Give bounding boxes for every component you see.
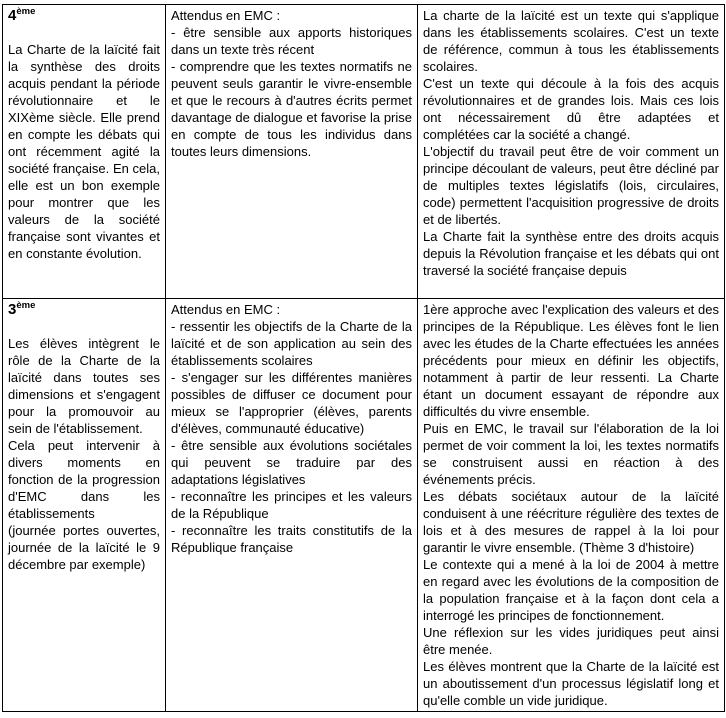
- details-paragraph: Les élèves montrent que la Charte de la laïcité est un aboutissement d'un processus législatif long et qu'elle comble un vide juridique.: [423, 659, 719, 708]
- cell-3eme-attendus: [166, 299, 418, 712]
- laicite-program-table: [2, 4, 725, 712]
- details-paragraph: 1ère approche avec l'explication des valeurs et des principes de la République. Les élèves font le lien avec les études de la Charte effectuées les années précédents pour mieux en définir les objectifs, notamment à partir de leur ressenti. La Charte étant un document essayant de répondre aux difficultés du vivre ensemble.: [423, 302, 719, 419]
- grade-label-4eme: [8, 7, 160, 24]
- grade-number: 3: [8, 301, 17, 318]
- table-row-3eme: [3, 299, 725, 712]
- details-paragraph: La charte de la laïcité est un texte qui s'applique dans les établissements scolaires. C'est un texte de référence, commun à tous les établissements scolaires.: [423, 8, 719, 74]
- overview-paragraph: Les élèves intègrent le rôle de la Charte de la laïcité dans toutes ses dimensions et s'engagent pour la promouvoir au sein de l'établissement.: [8, 336, 160, 436]
- attendus-item: - être sensible aux évolutions sociétales qui peuvent se traduire par des adaptations législatives: [171, 438, 412, 487]
- grade-number: 4: [8, 7, 17, 24]
- attendus-title: Attendus en EMC :: [171, 302, 281, 317]
- attendus-title: Attendus en EMC :: [171, 8, 281, 23]
- spacer: [8, 318, 160, 335]
- overview-paragraph: (journée portes ouvertes, journée de la laïcité le 9 décembre par exemple): [8, 523, 160, 572]
- details-paragraph: L'objectif du travail peut être de voir comment un principe découlant de valeurs, peut être décliné par de multiples textes législatifs (lois, circulaires, code) permettent l'acquisition progressive de droits et de libertés.: [423, 144, 719, 227]
- details-paragraph: Puis en EMC, le travail sur l'élaboration de la loi permet de voir comment la loi, les textes normatifs se construisent aussi en réaction à des événements précis.: [423, 421, 719, 487]
- table-row-4eme: [3, 5, 725, 299]
- cell-3eme-overview: [3, 299, 166, 712]
- details-paragraph: La Charte fait la synthèse entre des droits acquis depuis la Révolution française et les débats qui ont traversé la société française depuis: [423, 229, 719, 278]
- cell-3eme-details: [418, 299, 725, 712]
- spacer: [8, 24, 160, 41]
- overview-paragraph: La Charte de la laïcité fait la synthèse des droits acquis pendant la période révolutionnaire et le XIXème siècle. Elle prend en compte les débats qui ont récemment agité la société française. En cela, elle est un bon exemple pour montrer que les valeurs de la société française sont vivantes et en constante évolution.: [8, 42, 160, 261]
- attendus-item: - comprendre que les textes normatifs ne peuvent seuls garantir le vivre-ensemble et que le recours à d'autres écrits permet davantage de dialogue et favorise la prise en compte de tous les individus dans toutes leurs dimensions.: [171, 59, 412, 159]
- cell-4eme-attendus: [166, 5, 418, 299]
- details-paragraph: Les débats sociétaux autour de la laïcité conduisent à une réécriture régulière des textes de lois et à des mesures de rappel à la loi pour garantir le vivre ensemble. (Thème 3 d'histoire): [423, 489, 719, 555]
- grade-suffix: ème: [16, 300, 36, 311]
- details-paragraph: C'est un texte qui découle à la fois des acquis révolutionnaires et de grandes lois. Mais ces lois ont nécessairement dû être adaptées et complétées car la société a changé.: [423, 76, 719, 142]
- details-paragraph: Une réflexion sur les vides juridiques peut ainsi être menée.: [423, 625, 719, 657]
- attendus-item: - s'engager sur les différentes manières possibles de diffuser ce document pour mieux se l'approprier (élèves, parents d'élèves, communauté éducative): [171, 370, 412, 436]
- attendus-item: - ressentir les objectifs de la Charte de la laïcité et de son application au sein des établissements scolaires: [171, 319, 412, 368]
- overview-paragraph: Cela peut intervenir à divers moments en fonction de la progression d'EMC dans les établissements: [8, 438, 160, 521]
- cell-4eme-details: [418, 5, 725, 299]
- cell-4eme-overview: [3, 5, 166, 299]
- grade-suffix: ème: [16, 6, 36, 17]
- attendus-item: - être sensible aux apports historiques dans un texte très récent: [171, 25, 412, 57]
- grade-label-3eme: [8, 301, 160, 318]
- details-paragraph: Le contexte qui a mené à la loi de 2004 à mettre en regard avec les évolutions de la composition de la population française et à la façon dont cela a interrogé les principes de fonctionnement.: [423, 557, 719, 623]
- attendus-item: - reconnaître les principes et les valeurs de la République: [171, 489, 412, 521]
- attendus-item: - reconnaître les traits constitutifs de la République française: [171, 523, 412, 555]
